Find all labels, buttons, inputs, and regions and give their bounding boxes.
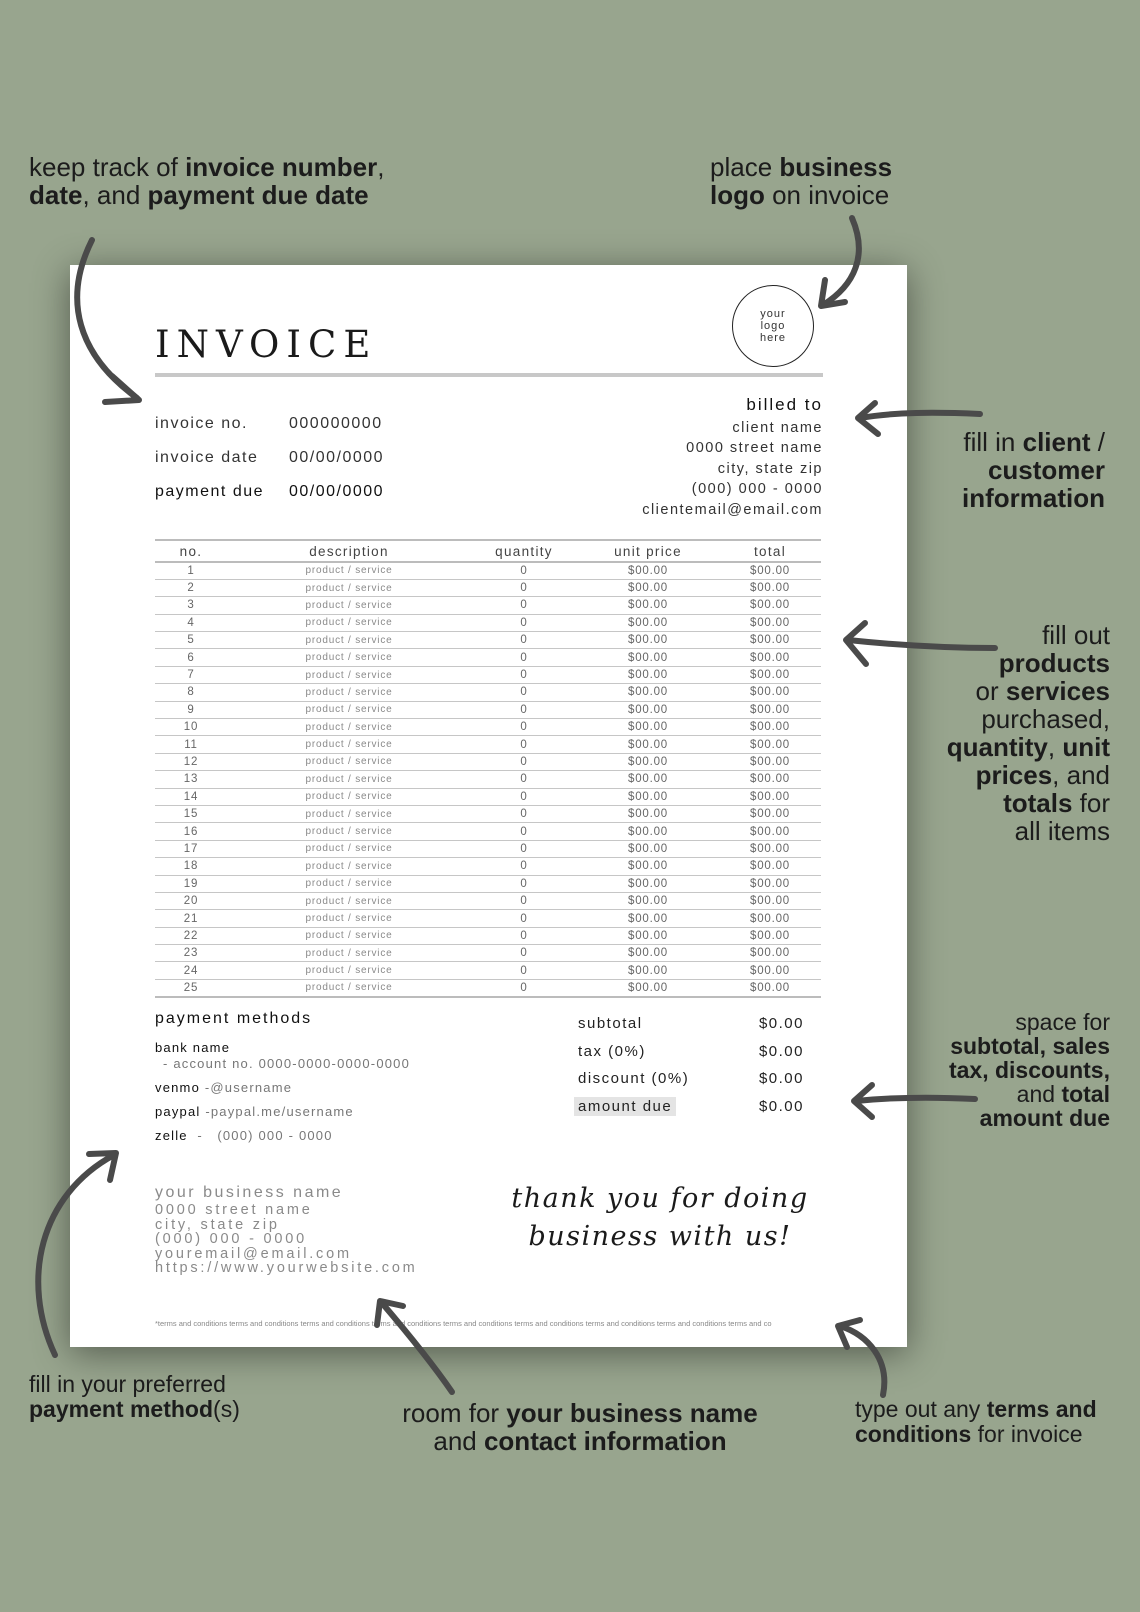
- business-street[interactable]: 0000 street name: [155, 1202, 313, 1218]
- row-description[interactable]: product / service: [227, 805, 471, 822]
- table-row: [155, 753, 821, 770]
- payment-methods: [155, 1010, 410, 1152]
- row-number: 5: [155, 632, 227, 649]
- row-description[interactable]: product / service: [227, 562, 471, 579]
- row-description[interactable]: product / service: [227, 597, 471, 614]
- row-quantity[interactable]: 0: [471, 666, 577, 683]
- row-quantity[interactable]: 0: [471, 736, 577, 753]
- invoice-title: INVOICE: [155, 323, 378, 366]
- subtotal-value[interactable]: $0.00: [758, 1015, 804, 1033]
- invoice-number-row: [155, 415, 383, 433]
- table-row: [155, 684, 821, 701]
- row-total[interactable]: $00.00: [719, 771, 821, 788]
- zelle-method[interactable]: [155, 1128, 410, 1143]
- row-quantity[interactable]: 0: [471, 805, 577, 822]
- row-unit-price[interactable]: $00.00: [577, 962, 719, 979]
- row-total[interactable]: $00.00: [719, 753, 821, 770]
- table-row: [155, 945, 821, 962]
- row-description[interactable]: product / service: [227, 858, 471, 875]
- bank-label: bank name: [155, 1040, 231, 1055]
- business-name[interactable]: your business name: [155, 1184, 344, 1201]
- payment-methods-heading: payment methods: [155, 1010, 313, 1027]
- table-row: [155, 910, 821, 927]
- table-row: [155, 771, 821, 788]
- row-total[interactable]: $00.00: [719, 666, 821, 683]
- logo-placeholder[interactable]: your logo here: [732, 285, 814, 367]
- business-city[interactable]: city, state zip: [155, 1216, 280, 1233]
- payment-due-label: payment due: [155, 483, 265, 500]
- table-row: [155, 858, 821, 875]
- row-description[interactable]: product / service: [227, 927, 471, 944]
- row-total[interactable]: $00.00: [719, 719, 821, 736]
- table-row: [155, 927, 821, 944]
- invoice-date-row: [155, 449, 384, 467]
- table-row: [155, 579, 821, 596]
- table-row: [155, 875, 821, 892]
- row-quantity[interactable]: 0: [471, 858, 577, 875]
- row-description[interactable]: product / service: [227, 979, 471, 996]
- row-quantity[interactable]: 0: [471, 632, 577, 649]
- venmo-label: venmo: [155, 1080, 201, 1095]
- table-row: [155, 979, 821, 996]
- billed-to-heading: billed to: [746, 395, 823, 414]
- row-unit-price[interactable]: $00.00: [577, 805, 719, 822]
- table-row: [155, 823, 821, 840]
- billed-to-block: [642, 395, 823, 520]
- bank-account: - account no. 0000-0000-0000-0000: [163, 1056, 411, 1071]
- invoice-number-value[interactable]: 000000000: [289, 415, 383, 432]
- row-description[interactable]: product / service: [227, 684, 471, 701]
- thank-you-line-1: thank you for doing: [511, 1183, 809, 1214]
- row-total[interactable]: $00.00: [719, 858, 821, 875]
- row-quantity[interactable]: 0: [471, 719, 577, 736]
- table-row: [155, 632, 821, 649]
- table-row: [155, 701, 821, 718]
- row-number: 11: [155, 736, 227, 753]
- row-description[interactable]: product / service: [227, 945, 471, 962]
- paypal-value: -paypal.me/username: [200, 1104, 354, 1119]
- row-description[interactable]: product / service: [227, 788, 471, 805]
- table-row: [155, 805, 821, 822]
- row-description[interactable]: product / service: [227, 736, 471, 753]
- row-unit-price[interactable]: $00.00: [577, 614, 719, 631]
- row-number: 19: [155, 875, 227, 892]
- invoice-date-value[interactable]: 00/00/0000: [289, 449, 385, 466]
- row-description[interactable]: product / service: [227, 910, 471, 927]
- row-number: 17: [155, 840, 227, 857]
- table-row: [155, 892, 821, 909]
- row-total[interactable]: $00.00: [719, 562, 821, 579]
- discount-value[interactable]: $0.00: [758, 1070, 804, 1088]
- row-unit-price[interactable]: $00.00: [577, 823, 719, 840]
- tax-label: tax (0%): [578, 1042, 646, 1060]
- row-total[interactable]: $00.00: [719, 579, 821, 596]
- row-total[interactable]: $00.00: [719, 962, 821, 979]
- row-quantity[interactable]: 0: [471, 910, 577, 927]
- business-phone[interactable]: (000) 000 - 0000: [155, 1231, 308, 1247]
- row-description[interactable]: product / service: [227, 892, 471, 909]
- row-number: 1: [155, 562, 227, 579]
- row-unit-price[interactable]: $00.00: [577, 753, 719, 770]
- payment-due-row: [155, 483, 384, 501]
- row-unit-price[interactable]: $00.00: [577, 684, 719, 701]
- thank-you-message: [490, 1180, 830, 1256]
- callout-client: fill in client / customer information: [962, 427, 1105, 513]
- invoice-date-label: invoice date: [155, 449, 259, 466]
- callout-subtotal: space for subtotal, sales tax, discounts, and total amount due: [948, 1009, 1110, 1131]
- row-number: 13: [155, 771, 227, 788]
- row-quantity[interactable]: 0: [471, 684, 577, 701]
- row-number: 24: [155, 962, 227, 979]
- row-unit-price[interactable]: $00.00: [577, 927, 719, 944]
- col-unit-price: unit price: [577, 540, 719, 562]
- row-unit-price[interactable]: $00.00: [577, 771, 719, 788]
- venmo-value: -@username: [200, 1080, 293, 1095]
- row-total[interactable]: $00.00: [719, 927, 821, 944]
- table-row: [155, 719, 821, 736]
- row-quantity[interactable]: 0: [471, 701, 577, 718]
- table-row: [155, 597, 821, 614]
- tax-value[interactable]: $0.00: [758, 1042, 804, 1060]
- row-unit-price[interactable]: $00.00: [577, 788, 719, 805]
- items-table: [155, 539, 821, 998]
- totals-block: [578, 1010, 804, 1120]
- row-unit-price[interactable]: $00.00: [577, 945, 719, 962]
- title-divider: [155, 373, 823, 377]
- row-unit-price[interactable]: $00.00: [577, 892, 719, 909]
- row-unit-price[interactable]: $00.00: [577, 875, 719, 892]
- thank-you-line-2: business with us!: [528, 1221, 792, 1252]
- business-email[interactable]: youremail@email.com: [155, 1245, 352, 1262]
- amount-due-value[interactable]: $0.00: [758, 1097, 804, 1115]
- row-total[interactable]: $00.00: [719, 614, 821, 631]
- client-city[interactable]: city, state zip: [717, 460, 823, 477]
- bank-method[interactable]: [155, 1040, 410, 1071]
- row-unit-price[interactable]: $00.00: [577, 632, 719, 649]
- row-total[interactable]: $00.00: [719, 684, 821, 701]
- row-total[interactable]: $00.00: [719, 805, 821, 822]
- row-number: 21: [155, 910, 227, 927]
- row-description[interactable]: product / service: [227, 823, 471, 840]
- row-description[interactable]: product / service: [227, 753, 471, 770]
- row-unit-price[interactable]: $00.00: [577, 858, 719, 875]
- paypal-label: paypal: [155, 1104, 201, 1119]
- items-header-row: [155, 540, 821, 562]
- client-street[interactable]: 0000 street name: [686, 440, 823, 456]
- row-description[interactable]: product / service: [227, 701, 471, 718]
- subtotal-label: subtotal: [578, 1015, 643, 1033]
- invoice-number-label: invoice no.: [155, 415, 248, 432]
- terms-and-conditions[interactable]: *terms and conditions terms and conditions terms and conditions terms and conditions terms and conditions terms and conditions terms and conditions terms and conditions terms and co: [155, 1319, 772, 1328]
- row-description[interactable]: product / service: [227, 719, 471, 736]
- row-total[interactable]: $00.00: [719, 945, 821, 962]
- row-total[interactable]: $00.00: [719, 910, 821, 927]
- row-description[interactable]: product / service: [227, 579, 471, 596]
- col-description: description: [227, 540, 471, 562]
- venmo-method[interactable]: [155, 1080, 410, 1095]
- row-total[interactable]: $00.00: [719, 649, 821, 666]
- row-quantity[interactable]: 0: [471, 771, 577, 788]
- table-row: [155, 736, 821, 753]
- row-quantity[interactable]: 0: [471, 788, 577, 805]
- row-unit-price[interactable]: $00.00: [577, 649, 719, 666]
- row-unit-price[interactable]: $00.00: [577, 910, 719, 927]
- discount-row: [578, 1065, 804, 1093]
- row-unit-price[interactable]: $00.00: [577, 979, 719, 996]
- row-unit-price[interactable]: $00.00: [577, 579, 719, 596]
- discount-label: discount (0%): [578, 1070, 690, 1088]
- row-quantity[interactable]: 0: [471, 579, 577, 596]
- row-number: 4: [155, 614, 227, 631]
- row-quantity[interactable]: 0: [471, 649, 577, 666]
- row-number: 12: [155, 753, 227, 770]
- row-total[interactable]: $00.00: [719, 788, 821, 805]
- table-row: [155, 562, 821, 579]
- row-quantity[interactable]: 0: [471, 753, 577, 770]
- callout-terms: type out any terms and conditions for invoice: [855, 1396, 1097, 1447]
- client-email[interactable]: clientemail@email.com: [642, 501, 823, 518]
- row-quantity[interactable]: 0: [471, 927, 577, 944]
- row-number: 15: [155, 805, 227, 822]
- row-quantity[interactable]: 0: [471, 875, 577, 892]
- zelle-value: - (000) 000 - 0000: [187, 1128, 333, 1143]
- row-description[interactable]: product / service: [227, 840, 471, 857]
- row-total[interactable]: $00.00: [719, 875, 821, 892]
- row-quantity[interactable]: 0: [471, 945, 577, 962]
- row-description[interactable]: product / service: [227, 614, 471, 631]
- client-name[interactable]: client name: [732, 419, 823, 436]
- row-description[interactable]: product / service: [227, 875, 471, 892]
- table-row: [155, 962, 821, 979]
- row-unit-price[interactable]: $00.00: [577, 597, 719, 614]
- payment-due-value[interactable]: 00/00/0000: [289, 483, 385, 500]
- row-quantity[interactable]: 0: [471, 962, 577, 979]
- table-row: [155, 649, 821, 666]
- row-unit-price[interactable]: $00.00: [577, 736, 719, 753]
- row-quantity[interactable]: 0: [471, 892, 577, 909]
- row-description[interactable]: product / service: [227, 632, 471, 649]
- row-total[interactable]: $00.00: [719, 840, 821, 857]
- row-total[interactable]: $00.00: [719, 632, 821, 649]
- table-row: [155, 840, 821, 857]
- row-number: 14: [155, 788, 227, 805]
- amount-due-label: amount due: [574, 1097, 676, 1116]
- table-row: [155, 788, 821, 805]
- row-total[interactable]: $00.00: [719, 979, 821, 996]
- col-total: total: [719, 540, 821, 562]
- row-total[interactable]: $00.00: [719, 892, 821, 909]
- business-website[interactable]: https://www.yourwebsite.com: [155, 1260, 418, 1276]
- callout-business: room for your business name and contact information: [402, 1398, 758, 1456]
- table-row: [155, 614, 821, 631]
- row-number: 25: [155, 979, 227, 996]
- amount-due-row: [578, 1093, 804, 1121]
- subtotal-row: [578, 1010, 804, 1038]
- tax-row: [578, 1038, 804, 1066]
- row-unit-price[interactable]: $00.00: [577, 562, 719, 579]
- row-unit-price[interactable]: $00.00: [577, 719, 719, 736]
- row-unit-price[interactable]: $00.00: [577, 666, 719, 683]
- row-unit-price[interactable]: $00.00: [577, 701, 719, 718]
- paypal-method[interactable]: [155, 1104, 410, 1119]
- callout-payment: fill in your preferred payment method(s): [29, 1371, 240, 1422]
- row-number: 22: [155, 927, 227, 944]
- row-number: 2: [155, 579, 227, 596]
- row-quantity[interactable]: 0: [471, 614, 577, 631]
- row-number: 6: [155, 649, 227, 666]
- row-unit-price[interactable]: $00.00: [577, 840, 719, 857]
- row-total[interactable]: $00.00: [719, 823, 821, 840]
- col-quantity: quantity: [471, 540, 577, 562]
- row-number: 23: [155, 945, 227, 962]
- row-quantity[interactable]: 0: [471, 562, 577, 579]
- callout-products: fill out products or services purchased, quantity, unit prices, and totals for all items: [946, 620, 1110, 846]
- row-quantity[interactable]: 0: [471, 979, 577, 996]
- callout-invoice-number: keep track of invoice number, date, and payment due date: [29, 152, 385, 210]
- row-number: 18: [155, 858, 227, 875]
- row-total[interactable]: $00.00: [719, 736, 821, 753]
- callout-logo: place business logo on invoice: [710, 152, 893, 210]
- row-total[interactable]: $00.00: [719, 597, 821, 614]
- table-row: [155, 666, 821, 683]
- col-no: no.: [155, 540, 227, 562]
- row-number: 10: [155, 719, 227, 736]
- row-quantity[interactable]: 0: [471, 597, 577, 614]
- row-description[interactable]: product / service: [227, 649, 471, 666]
- row-number: 8: [155, 684, 227, 701]
- zelle-label: zelle: [155, 1128, 188, 1143]
- row-number: 3: [155, 597, 227, 614]
- row-description[interactable]: product / service: [227, 666, 471, 683]
- row-number: 20: [155, 892, 227, 909]
- row-number: 9: [155, 701, 227, 718]
- row-number: 7: [155, 666, 227, 683]
- row-total[interactable]: $00.00: [719, 701, 821, 718]
- row-description[interactable]: product / service: [227, 962, 471, 979]
- business-info: [155, 1183, 418, 1276]
- row-quantity[interactable]: 0: [471, 840, 577, 857]
- client-phone[interactable]: (000) 000 - 0000: [691, 481, 823, 497]
- invoice-sheet: [70, 265, 907, 1347]
- row-number: 16: [155, 823, 227, 840]
- row-quantity[interactable]: 0: [471, 823, 577, 840]
- row-description[interactable]: product / service: [227, 771, 471, 788]
